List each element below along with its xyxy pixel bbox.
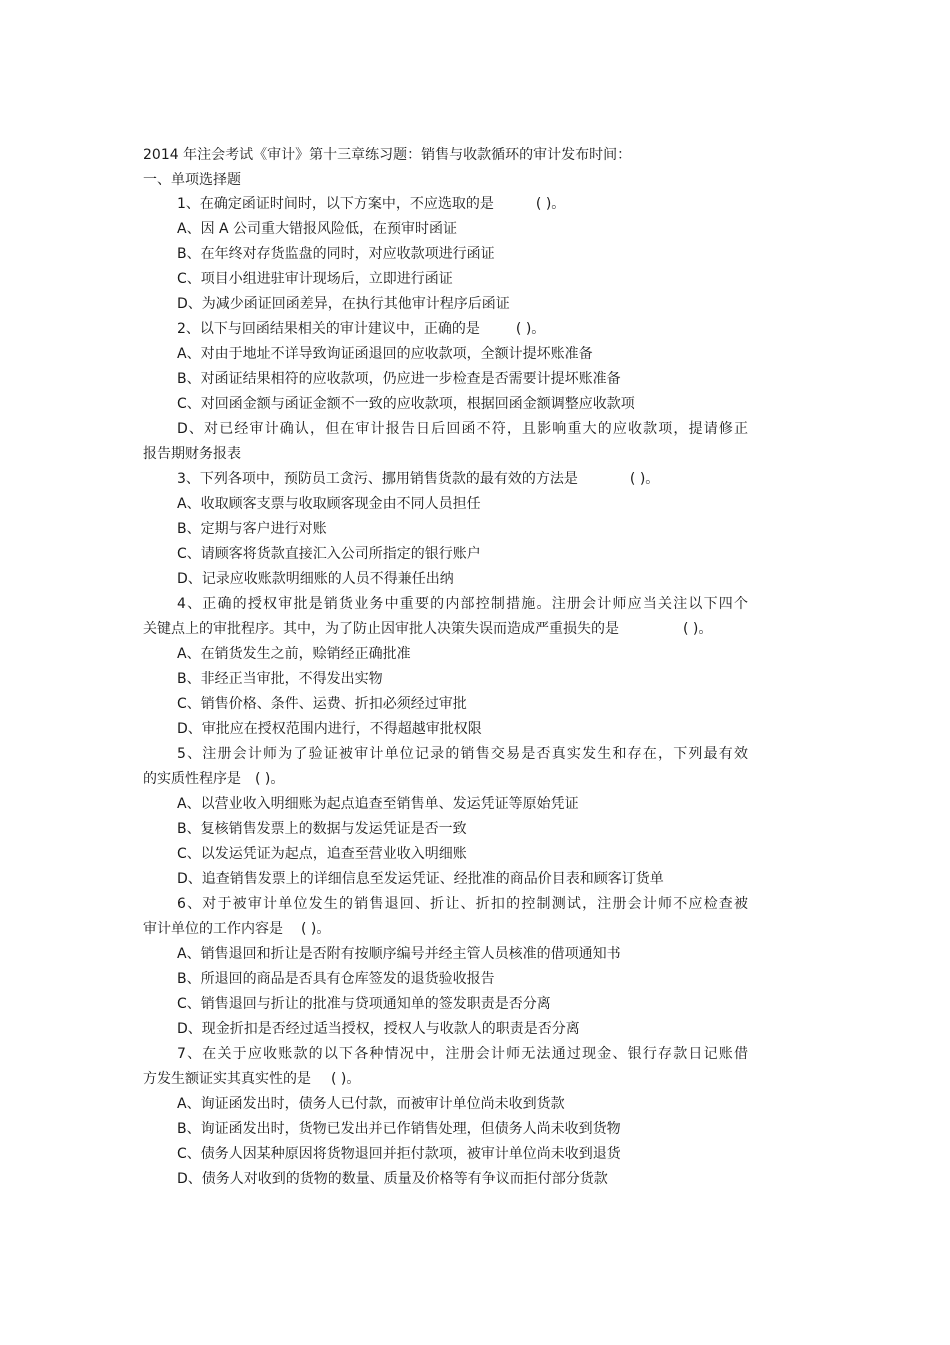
line-text: 7、在关于应收账款的以下各种情况中，注册会计师无法通过现金、银行存款日记账借 [177,1046,748,1062]
line-text: A、销售退回和折让是否附有按顺序编号并经主管人员核准的借项通知书 [177,946,621,962]
answer-option [143,1117,748,1142]
answer-option [143,667,748,692]
document-title: 2014 年注会考试《审计》第十三章练习题：销售与收款循环的审计发布时间： [143,147,632,163]
line-text: 1、在确定函证时间时，以下方案中，不应选取的是 [177,196,494,212]
answer-option [143,492,748,517]
line-text: C、销售退回与折让的批准与贷项通知单的签发职责是否分离 [177,996,551,1012]
question-stem [143,592,748,617]
line-text: 6、对于被审计单位发生的销售退回、折让、折扣的控制测试，注册会计师不应检查被 [177,896,748,912]
question-stem [143,1042,748,1067]
answer-option [143,642,748,667]
answer-option [143,242,748,267]
line-text: D、债务人对收到的货物的数量、质量及价格等有争议而拒付部分货款 [177,1171,608,1187]
answer-blank: ( )。 [255,771,285,787]
line-text: A、对由于地址不详导致询证函退回的应收款项，全额计提坏账准备 [177,346,593,362]
answer-option [143,792,748,817]
line-text: B、询证函发出时，货物已发出并已作销售处理，但债务人尚未收到货物 [177,1121,621,1137]
answer-option [143,717,748,742]
answer-option [143,342,748,367]
answer-option [143,817,748,842]
line-text: 关键点上的审批程序。其中，为了防止因审批人决策失误而造成严重损失的是 [143,621,619,637]
line-text: A、询证函发出时，债务人已付款，而被审计单位尚未收到货款 [177,1096,565,1112]
question-stem [143,317,748,342]
answer-option [143,692,748,717]
line-text: 审计单位的工作内容是 [143,921,283,937]
answer-blank: ( )。 [629,471,660,487]
answer-option [143,392,748,417]
question-list [143,192,748,1192]
line-text: 2、以下与回函结果相关的审计建议中，正确的是 [177,321,480,337]
answer-option [143,367,748,392]
answer-option [143,967,748,992]
section-heading: 一、单项选择题 [143,172,241,188]
answer-option [143,942,748,967]
document-body [143,143,748,1192]
line-text: D、现金折扣是否经过适当授权，授权人与收款人的职责是否分离 [177,1021,580,1037]
answer-option [143,217,748,242]
line-text: C、以发运凭证为起点，追查至营业收入明细账 [177,846,467,862]
line-text: A、因 A 公司重大错报风险低，在预审时函证 [177,221,458,237]
line-text: D、记录应收账款明细账的人员不得兼任出纳 [177,571,454,587]
answer-option [143,267,748,292]
answer-option [143,1017,748,1042]
answer-option [143,517,748,542]
answer-option [143,1167,748,1192]
line-text: B、对函证结果相符的应收款项，仍应进一步检查是否需要计提坏账准备 [177,371,621,387]
line-text: D、追查销售发票上的详细信息至发运凭证、经批准的商品价目表和顾客订货单 [177,871,664,887]
line-text: C、对回函金额与函证金额不一致的应收款项，根据回函金额调整应收款项 [177,396,635,412]
line-text: 报告期财务报表 [143,446,241,462]
line-text: 的实质性程序是 [143,771,241,787]
answer-option [143,842,748,867]
line-text: D、审批应在授权范围内进行，不得超越审批权限 [177,721,482,737]
question-stem [143,467,748,492]
line-text: A、以营业收入明细账为起点追查至销售单、发运凭证等原始凭证 [177,796,579,812]
answer-blank: ( )。 [331,1071,361,1087]
line-text: C、请顾客将货款直接汇入公司所指定的银行账户 [177,546,481,562]
continued-line [143,917,748,942]
line-text: B、复核销售发票上的数据与发运凭证是否一致 [177,821,467,837]
line-text: B、在年终对存货监盘的同时，对应收款项进行函证 [177,246,495,262]
line-text: 5、注册会计师为了验证被审计单位记录的销售交易是否真实发生和存在，下列最有效 [177,746,748,762]
answer-option [143,567,748,592]
line-text: 方发生额证实其真实性的是 [143,1071,311,1087]
continued-line [143,442,748,467]
answer-option [143,992,748,1017]
answer-option [143,542,748,567]
line-text: 3、下列各项中，预防员工贪污、挪用销售货款的最有效的方法是 [177,471,578,487]
answer-option [143,1142,748,1167]
line-text: D、对已经审计确认，但在审计报告日后回函不符，且影响重大的应收款项，提请修正 [177,421,748,437]
line-text: B、非经正当审批，不得发出实物 [177,671,383,687]
line-text: A、在销货发生之前，赊销经正确批准 [177,646,411,662]
answer-option [143,867,748,892]
answer-option [143,292,748,317]
answer-blank: ( )。 [515,321,546,337]
line-text: D、为减少函证回函差异，在执行其他审计程序后函证 [177,296,510,312]
continued-line [143,1067,748,1092]
question-stem [143,742,748,767]
answer-option [143,417,748,442]
line-text: B、定期与客户进行对账 [177,521,327,537]
line-text: 4、正确的授权审批是销货业务中重要的内部控制措施。注册会计师应当关注以下四个 [177,596,748,612]
answer-blank: ( )。 [683,621,713,637]
answer-option [143,1092,748,1117]
continued-line [143,617,748,642]
question-stem [143,192,748,217]
answer-blank: ( )。 [535,196,566,212]
line-text: C、销售价格、条件、运费、折扣必须经过审批 [177,696,467,712]
line-text: C、债务人因某种原因将货物退回并拒付款项，被审计单位尚未收到退货 [177,1146,621,1162]
question-stem [143,892,748,917]
answer-blank: ( )。 [301,921,331,937]
line-text: C、项目小组进驻审计现场后，立即进行函证 [177,271,453,287]
line-text: A、收取顾客支票与收取顾客现金由不同人员担任 [177,496,481,512]
line-text: B、所退回的商品是否具有仓库签发的退货验收报告 [177,971,495,987]
continued-line [143,767,748,792]
